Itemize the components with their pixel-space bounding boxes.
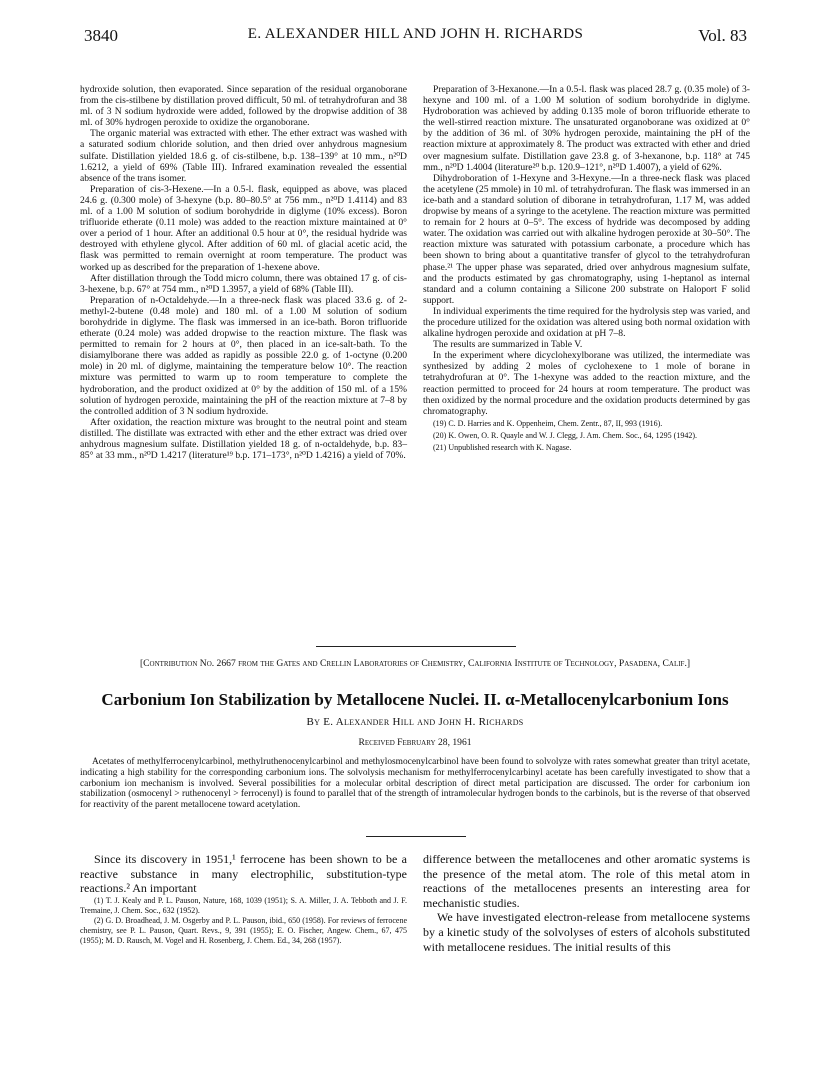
section-divider xyxy=(316,646,516,647)
paragraph: Preparation of cis-3-Hexene.—In a 0.5-l. flask, equipped as above, was placed 24.6 g. (0.300 mole) of 3-hexyne (b.p. 80–80.5° at 756 mm., n²⁰D 1.4114) and 83 ml. of a 1.00 M solution of sodium borohydride in diglyme (10% excess). Boron trifluoride etherate (0.11 mole) was added to the reaction mixture maintained at 0° over a period of 1 hour. After an additional 0.5 hour at 0°, the residual hydride was destroyed with ethylene glycol. After addition of 60 ml. of glacial acetic acid, the flask was permitted to remain overnight at room temperature. The product was worked up as described for the preparation of 1-hexene above. xyxy=(80,183,407,273)
right-column-experimental xyxy=(423,84,750,453)
body-paragraph: We have investigated electron-release from metallocene systems by a kinetic study of the solvolyses of esters of alcohols substituted with metallocene residues. The initial results of this xyxy=(423,910,750,954)
paragraph: hydroxide solution, then evaporated. Since separation of the residual organoborane from the cis-stilbene by distillation proved difficult, 50 ml. of tetrahydrofuran and 38 ml. of 3 N sodium hydroxide were added, followed by the dropwise addition of 38 ml. of 30% hydrogen peroxide to oxidize the organoborane. xyxy=(80,84,407,129)
paragraph: The results are summarized in Table V. xyxy=(433,339,583,351)
paragraph: Dihydroboration of 1-Hexyne and 3-Hexyne.—In a three-neck flask was placed the acetylene (25 mmole) in 10 ml. of tetrahydrofuran. The flask was immersed in an ice-bath and a standard solution of diborane in tetrahydrofuran, 1.17 M, was added dropwise by means of a syringe to the acetylene. The reaction mixture was permitted to remain for 2 hours at 0–5°. The excess of hydride was decomposed by adding water. The oxidation was carried out with alkaline hydrogen peroxide at 30–50°. The reaction mixture was saturated with potassium carbonate, a procedure which has been shown to bring about a quantitative transfer of glycol to the tetrahydrofuran phase.²¹ The upper phase was separated, dried over anhydrous magnesium sulfate, and the products estimated by gas chromatography, using 1-heptanol as internal standard and a column containing a Silicone 200 substrate on Haloport F solid support. xyxy=(423,172,750,306)
footnote: (2) G. D. Broadhead, J. M. Osgerby and P. L. Pauson, ibid., 650 (1958). For reviews of ferrocene chemistry, see P. L. Pauson, Quart. Revs., 9, 391 (1955); E. O. Fischer, Angew. Chem., 67, 475 (1955); M. D. Rausch, M. Vogel and H. Rosenberg, J. Chem. Ed., 34, 268 (1957). xyxy=(80,915,407,945)
body-paragraph: Since its discovery in 1951,¹ ferrocene has been shown to be a reactive substance in many electrophilic, substitution-type reactions.² An important xyxy=(80,852,407,896)
volume-label: Vol. 83 xyxy=(698,26,747,45)
footnote: (1) T. J. Kealy and P. L. Pauson, Nature, 168, 1039 (1951); S. A. Miller, J. A. Tebboth and J. F. Tremaine, J. Chem. Soc., 632 (1952). xyxy=(80,895,407,915)
left-column-experimental xyxy=(80,84,407,461)
paragraph: After distillation through the Todd micro column, there was obtained 17 g. of cis-3-hexene, b.p. 67° at 754 mm., n²⁰D 1.3957, a yield of 68% (Table III). xyxy=(80,272,407,295)
footnote: (21) Unpublished research with K. Nagase. xyxy=(433,442,572,452)
footnote: (20) K. Owen, O. R. Quayle and W. J. Clegg, J. Am. Chem. Soc., 64, 1295 (1942). xyxy=(433,430,697,440)
body-right-column xyxy=(423,852,750,954)
contribution-note: [Contribution No. 2667 from the Gates and Crellin Laboratories of Chemistry, California Institute of Technology, Pasadena, Calif.] xyxy=(139,658,691,669)
abstract-divider xyxy=(366,836,466,837)
byline: By E. Alexander Hill and John H. Richards xyxy=(306,716,524,728)
running-title: E. ALEXANDER HILL AND JOHN H. RICHARDS xyxy=(247,26,584,42)
paragraph: In the experiment where dicyclohexylborane was utilized, the intermediate was synthesized by adding 2 moles of cyclohexene to 1 mole of borane in tetrahydrofuran at 0°. The 1-hexyne was added to the reaction mixture, and the reaction permitted to proceed for 24 hours at room temperature. The product was then oxidized by the normal procedure and the oxidation products determined by gas chromatography. xyxy=(423,350,750,417)
paragraph: Preparation of n-Octaldehyde.—In a three-neck flask was placed 33.6 g. of 2-methyl-2-butene (0.48 mole) and 180 ml. of a 1.00 M solution of sodium borohydride in diglyme. The flask was immersed in an ice-bath. Boron trifluoride etherate (0.24 mole) was added dropwise to the reaction mixture. The flask was permitted to remain for 2 hours at 0°, then placed in an ice-salt-bath. To the disiamylborane there was added as rapidly as possible 22.0 g. of 1-octyne (0.200 mole) in 20 ml. of diglyme, maintaining the temperature below 10°. The reaction mixture was permitted to warm up to room temperature to complete the hydroboration, and the product oxidized at 0° by the addition of 150 ml. of a 15% solution of hydrogen peroxide, maintaining the pH of the reaction mixture at 7–8 by the controlled addition of 3 N sodium hydroxide. xyxy=(80,294,407,417)
article-title: Carbonium Ion Stabilization by Metallocene Nuclei. II. α-Metallocenylcarbonium Ions xyxy=(101,690,729,709)
paragraph: The organic material was extracted with ether. The ether extract was washed with a saturated sodium chloride solution, and then dried over anhydrous magnesium sulfate. Distillation yielded 18.6 g. of cis-stilbene, b.p. 138–139° at 10 mm., n²⁰D 1.6212, a yield of 69% (Table III). Infrared examination revealed the essential absence of the trans isomer. xyxy=(80,128,407,184)
abstract: Acetates of methylferrocenylcarbinol, methylruthenocenylcarbinol and methylosmocenylcarbinol have been found to solvolyze with rates somewhat greater than trityl acetate, indicating a high stability for the corresponding carbonium ions. The solvolysis mechanism for methylferrocenylcarbinyl acetate has been carefully investigated to show that a carbonium ion mechanism is involved. Several possibilities for a molecular orbital description of direct metal participation are discussed. The order for carbonium ion stabilization (osmocenyl > ruthenocenyl > ferrocenyl) is found to parallel that of the strength of intramolecular hydrogen bonds to the carbinols, but is the reverse of that observed for reactivity of the parent metallocene toward acetylation. xyxy=(80,757,750,811)
paragraph: Preparation of 3-Hexanone.—In a 0.5-l. flask was placed 28.7 g. (0.35 mole) of 3-hexyne and 100 ml. of a 1.00 M solution of sodium borohydride in diglyme. Hydroboration was achieved by adding 0.135 mole of boron trifluoride etherate to the well-stirred reaction mixture. The unsaturated organoborane was oxidized at 0° by the addition of 36 ml. of 30% hydrogen peroxide, maintaining the pH of the reaction mixture at approximately 8. The product was extracted with ether and dried over magnesium sulfate. Distillation gave 23.8 g. of 3-hexanone, b.p. 118° at 745 mm., n²⁰D 1.4004 (literature²⁰ b.p. 120.9–121°, n²⁰D 1.4007), a yield of 62%. xyxy=(423,84,750,173)
page-header xyxy=(0,26,831,48)
page-number: 3840 xyxy=(84,26,118,45)
paragraph: After oxidation, the reaction mixture was brought to the neutral point and steam distilled. The distillate was extracted with ether and the ether extract was dried over anhydrous magnesium sulfate. Distillation yielded 18 g. of n-octaldehyde, b.p. 83–85° at 33 mm., n²⁰D 1.4217 (literature¹⁹ b.p. 171–173°, n²⁰D 1.4216) a yield of 70%. xyxy=(80,416,407,462)
received-date: Received February 28, 1961 xyxy=(358,737,472,748)
body-left-column xyxy=(80,852,407,946)
body-paragraph: difference between the metallocenes and other aromatic systems is the presence of the metal atom. The role of this metal atom in reactions of the metallocenes presents an interesting area for mechanistic studies. xyxy=(423,852,750,910)
footnotes-left xyxy=(80,896,407,946)
footnote: (19) C. D. Harries and K. Oppenheim, Chem. Zentr., 87, II, 993 (1916). xyxy=(433,418,663,428)
paragraph: In individual experiments the time required for the hydrolysis step was varied, and the procedure utilized for the oxidation was altered using both normal oxidation with alkaline hydrogen peroxide and oxidation at pH 7–8. xyxy=(423,305,750,340)
